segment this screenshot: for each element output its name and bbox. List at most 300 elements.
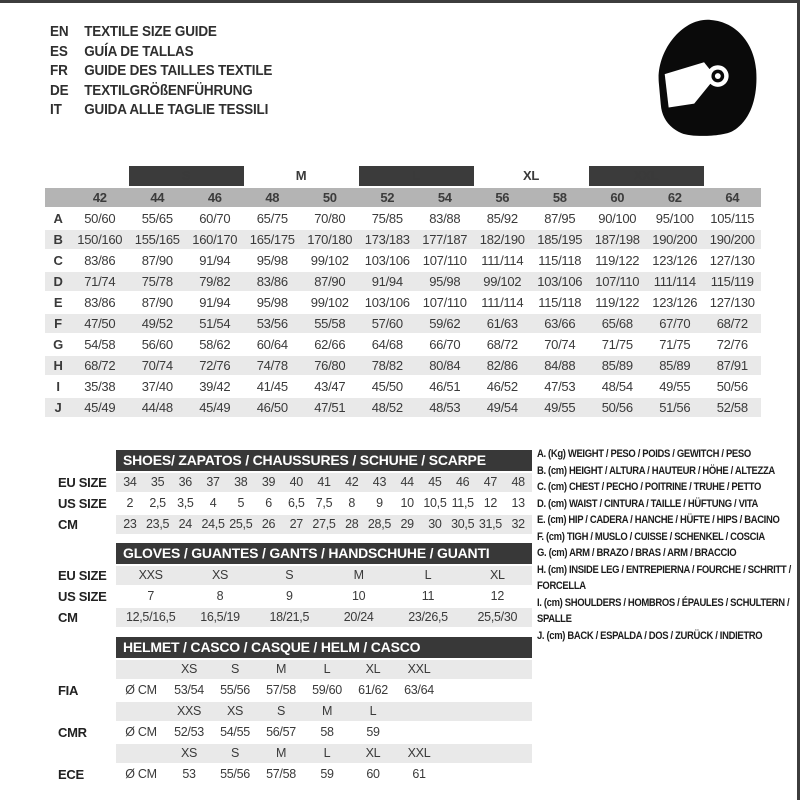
helmet-value-cell: 57/58 xyxy=(266,767,296,781)
measurement-row xyxy=(45,293,761,312)
eu-size-cell: 48 xyxy=(244,188,302,207)
helmet-size-cell xyxy=(396,702,442,721)
measurement-cell: 64/68 xyxy=(371,337,403,352)
shoes-table-title: SHOES/ ZAPATOS / CHAUSSURES / SCHUHE / SCARPE xyxy=(116,450,532,471)
legend-item: F. (cm) TIGH / MUSLO / CUISSE / SCHENKEL / COSCIA xyxy=(537,530,765,543)
helmet-value-cell: 52/53 xyxy=(174,725,204,739)
measurement-cell: 107/110 xyxy=(422,253,467,268)
measurement-cell: 60/70 xyxy=(199,211,231,226)
measurement-cell: 83/88 xyxy=(429,211,461,226)
eu-size-cell: 60 xyxy=(589,188,647,207)
spacer-cell xyxy=(116,744,166,763)
helmet-size-cell: L xyxy=(323,746,331,760)
language-row xyxy=(50,81,320,101)
language-list xyxy=(50,22,320,120)
size-cell: 29 xyxy=(400,517,414,531)
eu-size-cell: 50 xyxy=(301,188,359,207)
helmet-size-cell: XS xyxy=(180,662,198,676)
measurement-cell: 70/74 xyxy=(544,337,576,352)
measurement-cell: 111/114 xyxy=(481,295,524,310)
row-label: EU SIZE xyxy=(58,568,107,583)
measurement-cell: 90/100 xyxy=(598,211,637,226)
gloves-table xyxy=(58,543,532,629)
size-cell: 3,5 xyxy=(177,496,194,510)
measurement-cell: 47/50 xyxy=(71,314,129,333)
size-cell: 9 xyxy=(286,589,293,603)
measurement-cell: 103/106 xyxy=(364,253,410,268)
size-row xyxy=(116,587,532,606)
measurement-cell: 46/52 xyxy=(486,379,518,394)
measurement-cell: 95/98 xyxy=(256,295,288,310)
measurement-cell: 187/198 xyxy=(589,230,647,249)
measurement-cell: 87/91 xyxy=(704,356,762,375)
language-title: GUIDA ALLE TAGLIE TESSILI xyxy=(84,101,269,118)
measurement-cell: 52/58 xyxy=(704,398,762,417)
measurement-cell: 99/102 xyxy=(310,295,349,310)
size-cell: 6,5 xyxy=(288,496,305,510)
filler-cell xyxy=(442,660,532,679)
helmet-size-row xyxy=(116,660,532,679)
measurement-cell: 115/118 xyxy=(538,295,582,310)
helmet-size-cell: L xyxy=(369,704,377,718)
helmet-value-cell: 55/56 xyxy=(220,683,250,697)
measurement-cell: 45/49 xyxy=(186,398,244,417)
measurement-cell: 85/89 xyxy=(589,356,647,375)
measurement-cell: 53/56 xyxy=(244,314,302,333)
size-cell: 32 xyxy=(511,517,525,531)
measurement-cell: 123/126 xyxy=(652,253,698,268)
size-cell: 11,5 xyxy=(451,496,474,510)
helmet-size-cell: S xyxy=(276,704,286,718)
size-group-s: S xyxy=(129,166,244,186)
size-cell: 13 xyxy=(511,496,525,510)
size-cell: 38 xyxy=(234,475,248,489)
size-row xyxy=(116,608,532,627)
measurement-cell: 99/102 xyxy=(474,272,532,291)
top-border-line xyxy=(0,0,800,3)
measurement-cell: 177/187 xyxy=(416,230,474,249)
measurement-cell: 68/72 xyxy=(704,314,762,333)
helmet-value-cell: 53/54 xyxy=(174,683,204,697)
size-cell: 43 xyxy=(372,475,387,489)
legend-item: D. (cm) WAIST / CINTURA / TAILLE / HÜFTUNG / VITA xyxy=(537,497,759,510)
size-cell: 40 xyxy=(289,475,303,489)
measurement-cell: 57/60 xyxy=(359,314,417,333)
measurement-cell: 46/51 xyxy=(429,379,461,394)
row-label: CM xyxy=(58,517,78,532)
measurement-cell: 72/76 xyxy=(186,356,244,375)
measurement-cell: 67/70 xyxy=(646,314,704,333)
measurement-cell: 119/122 xyxy=(595,253,640,268)
helmet-size-cell: S xyxy=(230,662,240,676)
measurement-cell: 115/119 xyxy=(704,272,762,291)
label-spacer xyxy=(58,637,116,660)
spacer-cell xyxy=(116,660,166,679)
size-row xyxy=(116,494,532,513)
size-cell: 30 xyxy=(428,517,442,531)
measurement-cell: 105/115 xyxy=(710,211,755,226)
measurement-cell: 95/100 xyxy=(655,211,694,226)
measurement-cell: 182/190 xyxy=(474,230,532,249)
size-cell: 34 xyxy=(123,475,137,489)
measurement-cell: 39/42 xyxy=(199,379,231,394)
helmet-size-cell: XL xyxy=(365,746,381,760)
measurement-cell: 44/48 xyxy=(129,398,187,417)
diameter-label: Ø CM xyxy=(125,767,157,781)
size-cell: 44 xyxy=(400,475,414,489)
measurement-cell: 87/90 xyxy=(141,295,173,310)
measurement-row xyxy=(45,251,761,270)
measurement-cell: 50/60 xyxy=(84,211,116,226)
measurement-cell: 47/51 xyxy=(301,398,359,417)
helmet-size-cell: M xyxy=(275,746,287,760)
measurement-cell: 49/55 xyxy=(659,379,691,394)
row-label xyxy=(58,744,116,765)
size-cell: 6 xyxy=(265,496,272,510)
row-letter: H xyxy=(45,356,71,375)
measurement-cell: 71/74 xyxy=(71,272,129,291)
eu-size-cell: 46 xyxy=(186,188,244,207)
gloves-row-labels xyxy=(58,543,116,629)
measurement-cell: 85/89 xyxy=(646,356,704,375)
row-label xyxy=(58,702,116,723)
measurement-cell: 55/65 xyxy=(141,211,173,226)
measurement-cell: 87/90 xyxy=(301,272,359,291)
measurement-cell: 78/82 xyxy=(359,356,417,375)
measurement-cell: 63/66 xyxy=(531,314,589,333)
size-cell: 11 xyxy=(421,589,435,603)
measurement-cell: 190/200 xyxy=(646,230,704,249)
filler-cell xyxy=(442,723,532,742)
measurement-cell: 75/85 xyxy=(371,211,403,226)
size-cell: 28,5 xyxy=(367,517,392,531)
size-cell: L xyxy=(424,568,432,582)
measurement-legend xyxy=(537,446,795,644)
row-label xyxy=(58,660,116,681)
size-cell: 30,5 xyxy=(451,517,475,531)
size-cell: 42 xyxy=(345,475,359,489)
measurement-cell: 51/54 xyxy=(186,314,244,333)
size-cell: 8 xyxy=(216,589,224,603)
spacer-cell xyxy=(704,166,762,186)
size-cell: 12 xyxy=(490,589,504,603)
measurement-cell: 43/47 xyxy=(314,379,346,394)
row-letter: J xyxy=(45,398,71,417)
eu-size-cell: 44 xyxy=(129,188,187,207)
measurement-cell: 91/94 xyxy=(359,272,417,291)
measurement-cell: 61/63 xyxy=(474,314,532,333)
measurement-row xyxy=(45,209,761,228)
size-cell: 10 xyxy=(352,589,366,603)
filler-cell xyxy=(442,744,532,763)
size-cell: 28 xyxy=(345,517,359,531)
measurement-cell: 48/53 xyxy=(416,398,474,417)
legend-item: G. (cm) ARM / BRAZO / BRAS / ARM / BRACCIO xyxy=(537,547,737,559)
measurement-cell: 119/122 xyxy=(595,295,640,310)
size-group-xxl: XXL xyxy=(589,166,704,186)
helmet-row-labels xyxy=(58,637,116,786)
row-label: US SIZE xyxy=(58,496,107,511)
measurement-cell: 65/68 xyxy=(589,314,647,333)
measurement-cell: 48/54 xyxy=(601,379,633,394)
language-code: ES xyxy=(50,42,68,60)
legend-item: H. (cm) INSIDE LEG / ENTREPIERNA / FOURCHE / SCHRITT / FORCELLA xyxy=(537,563,791,592)
size-cell: 25,5/30 xyxy=(477,610,518,624)
measurement-cell: 74/78 xyxy=(244,356,302,375)
helmet-size-cell: XXL xyxy=(407,662,431,676)
eu-size-cell: 58 xyxy=(531,188,589,207)
label-spacer xyxy=(58,450,116,473)
helmet-value-cell: 56/57 xyxy=(266,725,296,739)
measurement-cell: 68/72 xyxy=(486,337,518,352)
language-code: FR xyxy=(50,62,68,79)
legend-item: J. (cm) BACK / ESPALDA / DOS / ZURÜCK / INDIETRO xyxy=(537,629,763,642)
size-row xyxy=(116,566,532,585)
helmet-value-cell: 63/64 xyxy=(404,683,434,697)
size-cell: 5 xyxy=(237,496,245,510)
measurement-cell: 82/86 xyxy=(474,356,532,375)
size-cell: 12,5/16,5 xyxy=(125,610,176,624)
row-label: ECE xyxy=(58,767,84,782)
row-label: US SIZE xyxy=(58,589,107,604)
helmet-size-row xyxy=(116,702,532,721)
measurement-cell: 87/90 xyxy=(141,253,173,268)
helmet-value-cell: 61/62 xyxy=(358,683,388,697)
helmet-value-cell: 59/60 xyxy=(312,683,342,697)
measurement-cell: 95/98 xyxy=(416,272,474,291)
measurement-cell: 45/50 xyxy=(371,379,403,394)
measurement-cell: 107/110 xyxy=(589,272,647,291)
helmet-size-cell: M xyxy=(275,662,287,676)
size-cell: S xyxy=(285,568,294,582)
filler-cell xyxy=(442,681,532,700)
helmet-icon xyxy=(648,14,766,147)
measurement-row xyxy=(45,230,761,249)
spacer-cell xyxy=(45,188,71,207)
legend-item: C. (cm) CHEST / PECHO / POITRINE / TRUHE / PETTO xyxy=(537,481,762,493)
measurement-cell: 115/118 xyxy=(538,253,582,268)
size-cell: 12 xyxy=(483,496,498,510)
size-cell: 8 xyxy=(348,496,356,510)
helmet-value-cell: 57/58 xyxy=(266,683,296,697)
measurement-cell: 71/75 xyxy=(659,337,691,352)
measurement-cell: 103/106 xyxy=(364,295,410,310)
eu-size-cell: 56 xyxy=(474,188,532,207)
measurement-row xyxy=(45,335,761,354)
measurement-row xyxy=(45,398,761,417)
size-cell: 24 xyxy=(178,517,192,531)
measurement-cell: 62/66 xyxy=(314,337,346,352)
helmet-value-cell: 60 xyxy=(366,767,380,781)
row-label: CMR xyxy=(58,725,87,740)
helmet-size-cell: XXL xyxy=(407,746,431,760)
row-letter: B xyxy=(45,230,71,249)
size-cell: 23/26,5 xyxy=(408,610,448,624)
eu-size-cell: 54 xyxy=(416,188,474,207)
measurement-cell: 35/38 xyxy=(84,379,116,394)
size-cell: 2,5 xyxy=(149,496,166,510)
size-group-l: L xyxy=(359,166,474,186)
measurement-cell: 71/75 xyxy=(601,337,633,352)
eu-size-cell: 64 xyxy=(704,188,762,207)
helmet-value-cell: 55/56 xyxy=(220,767,250,781)
size-row xyxy=(116,473,532,492)
eu-size-row xyxy=(45,188,761,207)
size-cell: XS xyxy=(211,568,229,582)
measurement-cell: 54/58 xyxy=(84,337,116,352)
language-row xyxy=(50,42,320,62)
diameter-label: Ø CM xyxy=(125,683,157,697)
eu-size-cell: 62 xyxy=(646,188,704,207)
size-cell: M xyxy=(353,568,364,582)
measurement-cell: 72/76 xyxy=(716,337,748,352)
measurement-cell: 59/62 xyxy=(416,314,474,333)
size-cell: 48 xyxy=(511,475,525,489)
measurement-cell: 56/60 xyxy=(141,337,173,352)
measurement-cell: 45/49 xyxy=(71,398,129,417)
language-row xyxy=(50,22,320,42)
measurement-cell: 150/160 xyxy=(71,230,129,249)
measurement-cell: 84/88 xyxy=(531,356,589,375)
legend-item: A. (Kg) WEIGHT / PESO / POIDS / GEWITCH / PESO xyxy=(537,448,751,460)
size-cell: 7,5 xyxy=(315,496,333,510)
size-cell: 4 xyxy=(209,496,217,510)
size-cell: 2 xyxy=(126,496,134,510)
measurement-row xyxy=(45,272,761,291)
measurement-cell: 123/126 xyxy=(652,295,698,310)
helmet-size-cell: XS xyxy=(226,704,244,718)
measurement-cell: 103/106 xyxy=(531,272,589,291)
helmet-size-row xyxy=(116,744,532,763)
row-letter: A xyxy=(53,211,63,226)
measurement-cell: 165/175 xyxy=(244,230,302,249)
size-cell: 16,5/19 xyxy=(200,610,240,624)
size-cell: 23 xyxy=(123,517,137,531)
measurement-row xyxy=(45,314,761,333)
measurement-row xyxy=(45,356,761,375)
size-cell: 27 xyxy=(289,517,303,531)
measurement-cell: 99/102 xyxy=(310,253,349,268)
helmet-size-table xyxy=(58,637,532,786)
size-cell: 10,5 xyxy=(423,496,447,510)
helmet-size-cell: XS xyxy=(180,746,198,760)
measurement-cell: 50/56 xyxy=(716,379,748,394)
measurement-cell: 127/130 xyxy=(709,253,755,268)
legend-item: E. (cm) HIP / CADERA / HANCHE / HÜFTE / HIPS / BACINO xyxy=(537,514,780,526)
helmet-value-cell: 54/55 xyxy=(220,725,250,739)
measurement-cell: 79/82 xyxy=(186,272,244,291)
size-cell: 27,5 xyxy=(312,517,336,531)
helmet-value-cell: 59 xyxy=(320,767,334,781)
shoes-row-labels xyxy=(58,450,116,536)
measurement-cell: 55/58 xyxy=(301,314,359,333)
label-spacer xyxy=(58,543,116,566)
measurement-cell: 49/52 xyxy=(129,314,187,333)
measurement-cell: 37/40 xyxy=(141,379,173,394)
size-cell: 9 xyxy=(376,496,383,510)
row-label: CM xyxy=(58,610,78,625)
size-cell: 23,5 xyxy=(146,517,170,531)
measurement-cell: 70/80 xyxy=(314,211,346,226)
measurement-cell: 70/74 xyxy=(129,356,187,375)
helmet-icon-svg xyxy=(648,14,766,142)
row-letter: I xyxy=(56,379,60,394)
textile-size-table xyxy=(45,164,761,419)
size-cell: 37 xyxy=(206,475,220,489)
measurement-cell: 87/95 xyxy=(544,211,576,226)
helmet-value-cell: 61 xyxy=(412,767,426,781)
measurement-cell: 76/80 xyxy=(301,356,359,375)
spacer-cell xyxy=(116,702,166,721)
eu-size-cell: 52 xyxy=(359,188,417,207)
measurement-cell: 47/53 xyxy=(544,379,576,394)
row-label: EU SIZE xyxy=(58,475,107,490)
helmet-value-cell: 59 xyxy=(366,725,380,739)
helmet-value-row xyxy=(116,681,532,700)
helmet-value-cell: 58 xyxy=(320,725,334,739)
measurement-cell: 68/72 xyxy=(71,356,129,375)
measurement-row xyxy=(45,377,761,396)
measurement-cell: 41/45 xyxy=(256,379,288,394)
row-label: FIA xyxy=(58,683,79,698)
measurement-cell: 170/180 xyxy=(301,230,359,249)
size-cell: 46 xyxy=(456,475,470,489)
size-cell: 7 xyxy=(147,589,154,603)
size-cell: XXS xyxy=(138,568,163,582)
helmet-size-cell: S xyxy=(230,746,240,760)
measurement-cell: 65/75 xyxy=(256,211,288,226)
measurement-cell: 49/55 xyxy=(531,398,589,417)
language-code: EN xyxy=(50,23,69,40)
measurement-cell: 49/54 xyxy=(474,398,532,417)
helmet-value-row xyxy=(116,765,532,784)
diameter-label: Ø CM xyxy=(125,725,157,739)
language-code: IT xyxy=(50,101,62,118)
language-row xyxy=(50,100,320,120)
row-letter: E xyxy=(53,295,63,310)
spacer-cell xyxy=(45,166,129,186)
measurement-cell: 95/98 xyxy=(256,253,288,268)
measurement-cell: 80/84 xyxy=(416,356,474,375)
shoes-rows xyxy=(116,473,532,534)
measurement-cell: 173/183 xyxy=(359,230,417,249)
measurement-cell: 60/64 xyxy=(256,337,288,352)
measurement-cell: 75/78 xyxy=(129,272,187,291)
measurement-cell: 83/86 xyxy=(84,253,116,268)
size-cell: 47 xyxy=(483,475,498,489)
helmet-size-cell: M xyxy=(321,704,333,718)
language-row xyxy=(50,61,320,81)
size-cell: 45 xyxy=(428,475,442,489)
size-cell: 10 xyxy=(400,496,414,510)
helmet-table-title: HELMET / CASCO / CASQUE / HELM / CASCO xyxy=(116,637,532,658)
helmet-value-row xyxy=(116,723,532,742)
helmet-value-cell: 53 xyxy=(182,767,196,781)
helmet-value-cell xyxy=(396,723,442,742)
language-title: TEXTILGRÖßENFÜHRUNG xyxy=(84,81,253,99)
measurement-cell: 58/62 xyxy=(199,337,231,352)
size-cell: 24,5 xyxy=(201,517,225,531)
row-letter: C xyxy=(53,253,63,268)
size-cell: 20/24 xyxy=(343,610,374,624)
measurement-cell: 91/94 xyxy=(199,295,231,310)
language-code: DE xyxy=(50,81,69,99)
size-group-xl: XL xyxy=(522,168,539,183)
size-cell: XL xyxy=(489,568,505,582)
size-group-row xyxy=(45,166,761,186)
filler-cell xyxy=(442,765,532,784)
language-title: GUIDE DES TAILLES TEXTILE xyxy=(84,62,273,79)
